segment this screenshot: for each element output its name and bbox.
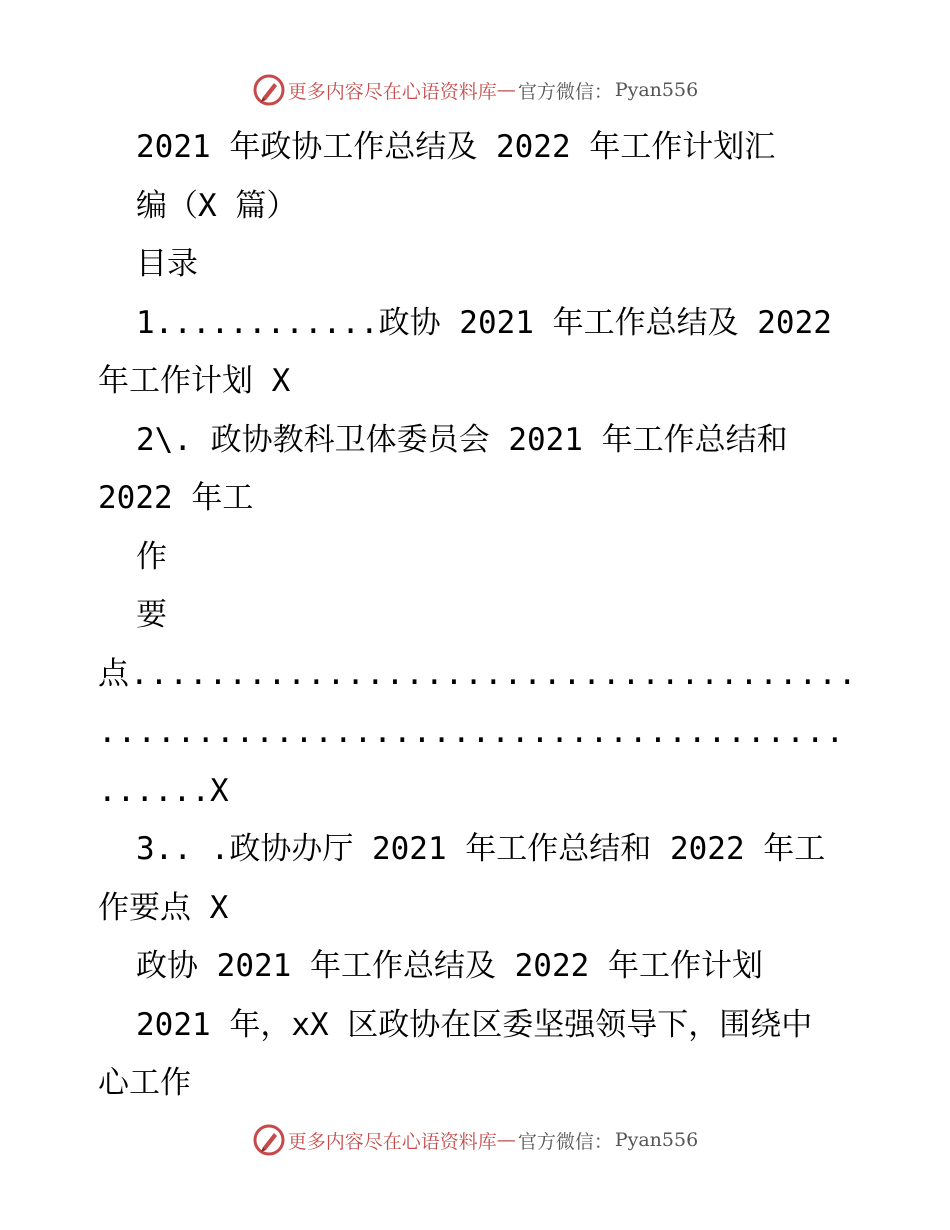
watermark-brand-text: 更多内容尽在心语资料库 (287, 1130, 497, 1153)
watermark-wechat-label: 官方微信： (517, 1130, 613, 1153)
section-title: 政协 2021 年工作总结及 2022 年工作计划 (136, 948, 763, 984)
watermark-wechat-label: 官方微信： (517, 80, 613, 103)
toc-item-1-line-2: 年工作计划 X (98, 363, 291, 399)
toc-item-1-line-1: 1............政协 2021 年工作总结及 2022 (136, 304, 832, 341)
toc-item-2-leader-2: ...................................... (98, 714, 846, 750)
watermark-wechat-id: Pyan556 (614, 1129, 699, 1151)
toc-item-2-leader-3: ......X (98, 772, 229, 809)
watermark-brand-text: 更多内容尽在心语资料库 (287, 80, 497, 103)
toc-item-3-line-2: 作要点 X (98, 889, 229, 926)
toc-item-3-line-1: 3.. .政协办厅 2021 年工作总结和 2022 年工 (136, 831, 826, 867)
toc-item-2-line-1: 2\. 政协教科卫体委员会 2021 年工作总结和 (136, 421, 788, 458)
body-paragraph-line-1: 2021 年，xX 区政协在区委坚强领导下，围绕中 (136, 1006, 813, 1043)
pen-logo-icon (252, 1123, 286, 1157)
toc-item-2-line-4: 要 (136, 597, 167, 633)
watermark-wechat-id: Pyan556 (614, 79, 699, 101)
toc-heading: 目录 (136, 246, 198, 282)
footer-watermark (0, 1122, 950, 1158)
watermark-dash: — (496, 1129, 516, 1151)
header-watermark (0, 72, 950, 108)
toc-item-2-line-3: 作 (136, 538, 167, 575)
doc-title-line-1: 2021 年政协工作总结及 2022 年工作计划汇 (136, 129, 776, 165)
pen-logo-icon (252, 73, 286, 107)
body-paragraph-line-2: 心工作 (98, 1065, 191, 1101)
document-body (0, 118, 950, 1113)
watermark-dash: — (496, 79, 516, 101)
toc-item-2-leader-1: 点..................................... (98, 655, 858, 692)
doc-title-line-2: 编（X 篇） (136, 187, 298, 224)
toc-item-2-line-2: 2022 年工 (98, 480, 254, 516)
